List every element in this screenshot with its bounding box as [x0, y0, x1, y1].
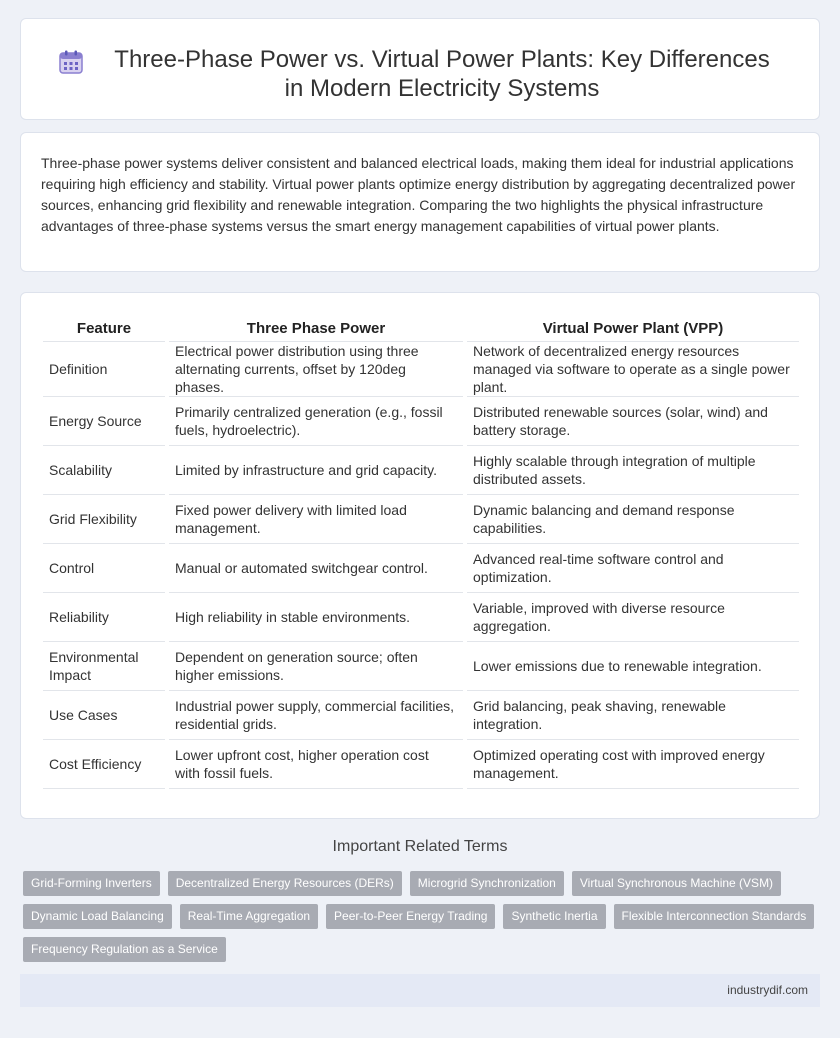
header-three-phase: Three Phase Power	[167, 311, 465, 341]
term-tag[interactable]: Synthetic Inertia	[503, 904, 605, 929]
row-vpp: Highly scalable through integration of multiple distributed assets.	[465, 445, 799, 494]
calendar-icon	[58, 49, 84, 75]
comparison-card	[20, 292, 820, 819]
row-vpp: Advanced real-time software control and optimization.	[465, 543, 799, 592]
row-vpp: Optimized operating cost with improved energy management.	[465, 739, 799, 788]
row-feature: Cost Efficiency	[43, 739, 167, 788]
table-header-row	[43, 311, 799, 341]
row-feature: Control	[43, 543, 167, 592]
row-feature: Environmental Impact	[43, 641, 167, 690]
footer-site[interactable]: industrydif.com	[727, 983, 808, 997]
table-row	[43, 396, 799, 445]
term-tag[interactable]: Peer-to-Peer Energy Trading	[326, 904, 495, 929]
term-tag[interactable]: Flexible Interconnection Standards	[614, 904, 815, 929]
row-vpp: Lower emissions due to renewable integration.	[465, 641, 799, 690]
title-card	[20, 18, 820, 120]
row-vpp: Dynamic balancing and demand response capabilities.	[465, 494, 799, 543]
row-three-phase: Fixed power delivery with limited load management.	[167, 494, 465, 543]
page-title: Three-Phase Power vs. Virtual Power Plants: Key Differences in Modern Electricity Systems	[114, 46, 770, 102]
table-row	[43, 690, 799, 739]
row-vpp: Variable, improved with diverse resource aggregation.	[465, 592, 799, 641]
row-feature: Energy Source	[43, 396, 167, 445]
term-tag[interactable]: Frequency Regulation as a Service	[23, 937, 226, 962]
term-tag[interactable]: Virtual Synchronous Machine (VSM)	[572, 871, 781, 896]
row-three-phase: Industrial power supply, commercial facilities, residential grids.	[167, 690, 465, 739]
table-row	[43, 592, 799, 641]
intro-card	[20, 132, 820, 272]
header-vpp: Virtual Power Plant (VPP)	[465, 311, 799, 341]
term-tag[interactable]: Dynamic Load Balancing	[23, 904, 172, 929]
row-three-phase: Primarily centralized generation (e.g., fossil fuels, hydroelectric).	[167, 396, 465, 445]
row-three-phase: Lower upfront cost, higher operation cost with fossil fuels.	[167, 739, 465, 788]
row-feature: Use Cases	[43, 690, 167, 739]
term-tag[interactable]: Decentralized Energy Resources (DERs)	[168, 871, 402, 896]
comparison-table	[43, 311, 799, 789]
row-feature: Definition	[43, 341, 167, 396]
term-tag[interactable]: Grid-Forming Inverters	[23, 871, 160, 896]
row-three-phase: Electrical power distribution using three alternating currents, offset by 120deg phases.	[167, 341, 465, 396]
table-row	[43, 445, 799, 494]
term-tag[interactable]: Real-Time Aggregation	[180, 904, 318, 929]
related-terms-list	[23, 871, 823, 962]
row-three-phase: Dependent on generation source; often higher emissions.	[167, 641, 465, 690]
table-row	[43, 341, 799, 396]
table-row	[43, 543, 799, 592]
row-three-phase: Manual or automated switchgear control.	[167, 543, 465, 592]
table-row	[43, 739, 799, 788]
row-three-phase: High reliability in stable environments.	[167, 592, 465, 641]
row-three-phase: Limited by infrastructure and grid capacity.	[167, 445, 465, 494]
related-terms-title: Important Related Terms	[332, 838, 508, 855]
term-tag[interactable]: Microgrid Synchronization	[410, 871, 564, 896]
intro-paragraph: Three-phase power systems deliver consistent and balanced electrical loads, making them ideal for industrial applications requiring high efficiency and stability. Virtual power plants optimize energy distribution by aggregating decentralized power sources, enhancing grid flexibility and renewable integration. Comparing the two highlights the physical infrastructure advantages of three-phase systems versus the smart energy management capabilities of virtual power plants.	[41, 155, 796, 234]
row-vpp: Distributed renewable sources (solar, wind) and battery storage.	[465, 396, 799, 445]
header-feature: Feature	[43, 311, 167, 341]
table-row	[43, 641, 799, 690]
row-vpp: Grid balancing, peak shaving, renewable integration.	[465, 690, 799, 739]
footer	[20, 974, 820, 1007]
row-feature: Scalability	[43, 445, 167, 494]
row-vpp: Network of decentralized energy resources managed via software to operate as a single power plant.	[465, 341, 799, 396]
row-feature: Reliability	[43, 592, 167, 641]
row-feature: Grid Flexibility	[43, 494, 167, 543]
table-row	[43, 494, 799, 543]
